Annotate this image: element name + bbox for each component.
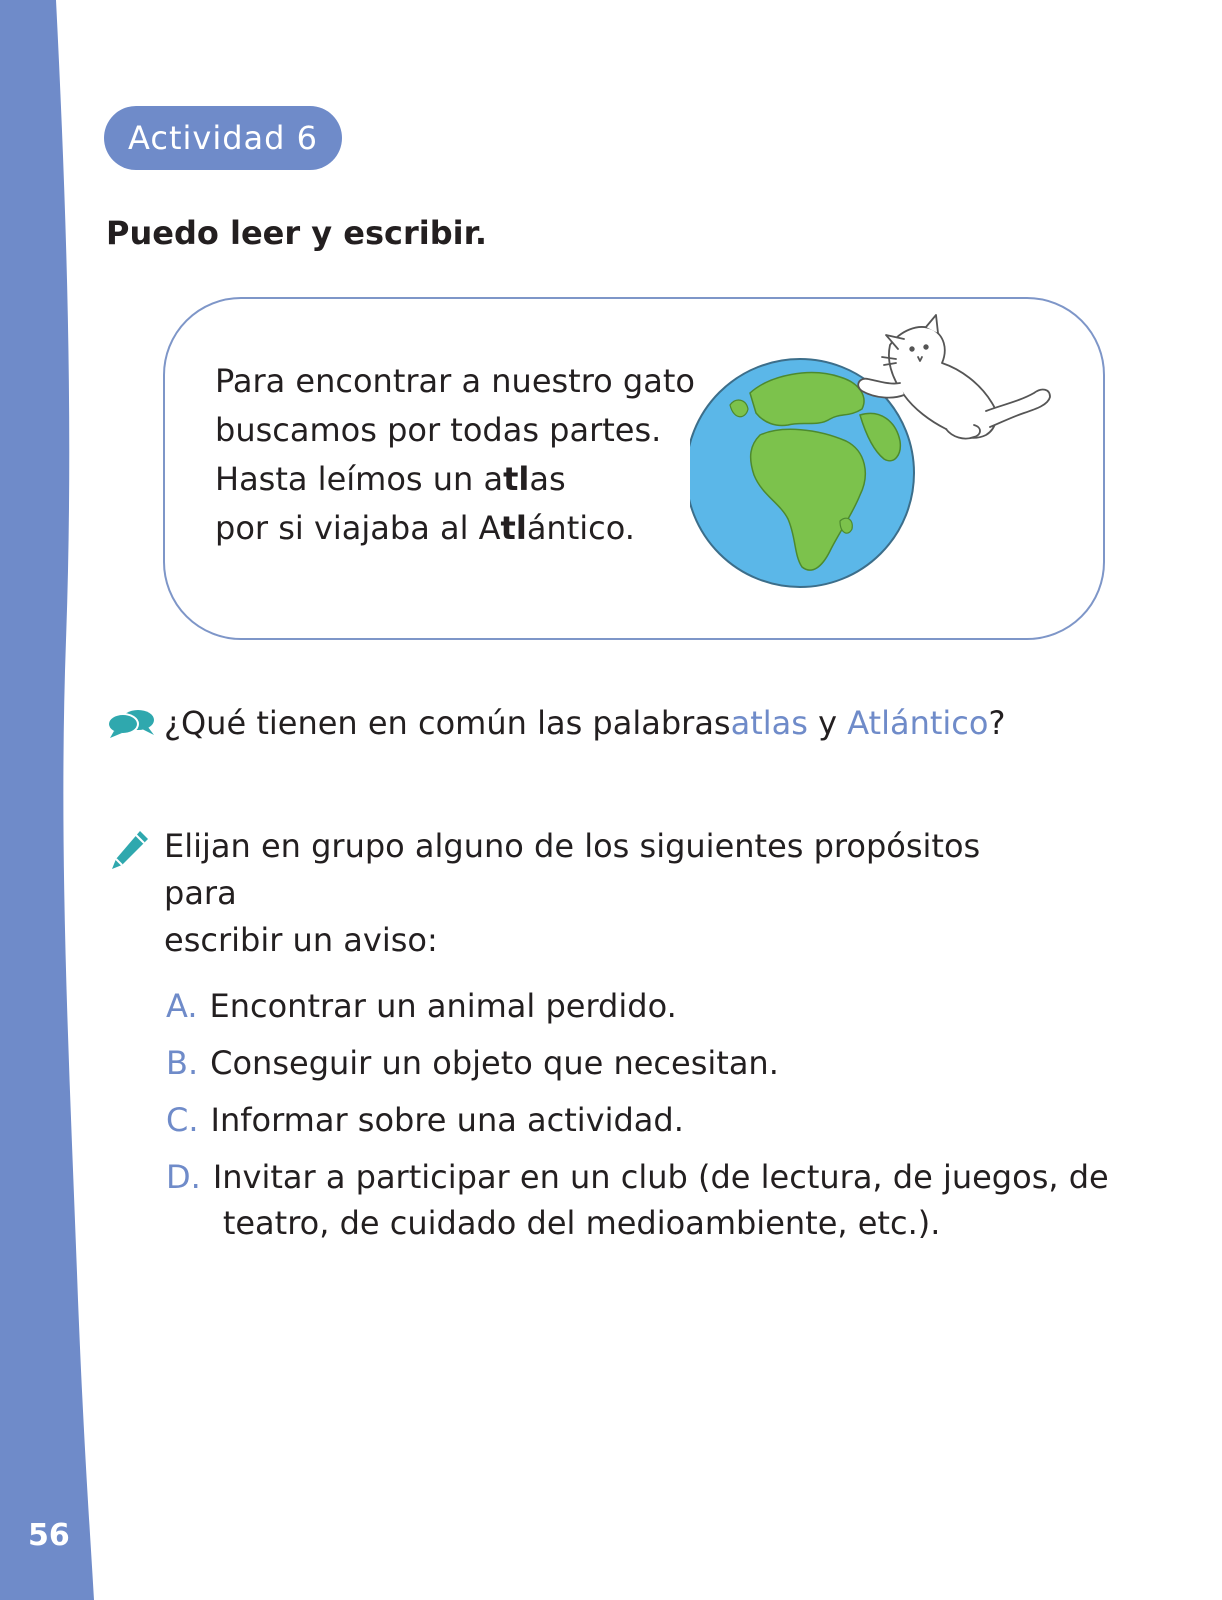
option-b (166, 1035, 1126, 1092)
option-letter: D. (166, 1158, 201, 1196)
option-letter: B. (166, 1044, 199, 1082)
option-letter: A. (166, 987, 198, 1025)
option-a (166, 978, 1126, 1035)
question-text-start: ¿Qué tienen en común las palabras (164, 704, 731, 742)
question-word-atlas: atlas (730, 704, 808, 742)
poem-line-3 (215, 455, 695, 504)
poem-line-4-bold: tl (500, 509, 527, 547)
activity-label: Actividad 6 (128, 119, 318, 157)
poem-line-1: Para encontrar a nuestro gato (215, 362, 695, 400)
page-number: 56 (28, 1518, 70, 1553)
poem-line-3-bold: tl (503, 460, 530, 498)
writing-task (108, 823, 1044, 964)
poem-line-2: buscamos por todas partes. (215, 411, 662, 449)
option-text: Informar sobre una actividad. (210, 1101, 684, 1139)
side-band (0, 0, 110, 1600)
poem-line-4-end: ántico. (526, 509, 635, 547)
poem-line-4 (215, 504, 695, 553)
question-word-atlantico: Atlántico (847, 704, 989, 742)
writing-task-line-1: Elijan en grupo alguno de los siguientes propósitos para (164, 827, 981, 912)
activity-badge (104, 106, 342, 170)
instruction-heading: Puedo leer y escribir. (106, 214, 487, 252)
option-d (166, 1149, 1126, 1246)
speech-bubbles-icon (106, 707, 156, 739)
question-text-middle: y (807, 704, 848, 742)
question-text-end: ? (988, 704, 1006, 742)
poem (215, 357, 695, 553)
option-text-line-2: teatro, de cuidado del medioambiente, etc.). (222, 1204, 941, 1242)
option-text: Conseguir un objeto que necesitan. (210, 1044, 779, 1082)
globe-with-cat-illustration (690, 305, 1090, 610)
poem-line-4-start: por si viajaba al A (215, 509, 501, 547)
option-text (213, 1149, 1126, 1246)
writing-task-line-2: escribir un aviso: (164, 921, 438, 959)
poem-line-3-start: Hasta leímos un a (215, 460, 504, 498)
options-list (166, 978, 1126, 1246)
option-text-line-1: Invitar a participar en un club (de lectura, de juegos, de (212, 1158, 1109, 1196)
option-text: Encontrar un animal perdido. (209, 987, 677, 1025)
pencil-icon (108, 827, 152, 873)
option-c (166, 1092, 1126, 1149)
poem-line-3-end: as (529, 460, 566, 498)
question (106, 704, 1005, 742)
option-letter: C. (166, 1101, 199, 1139)
